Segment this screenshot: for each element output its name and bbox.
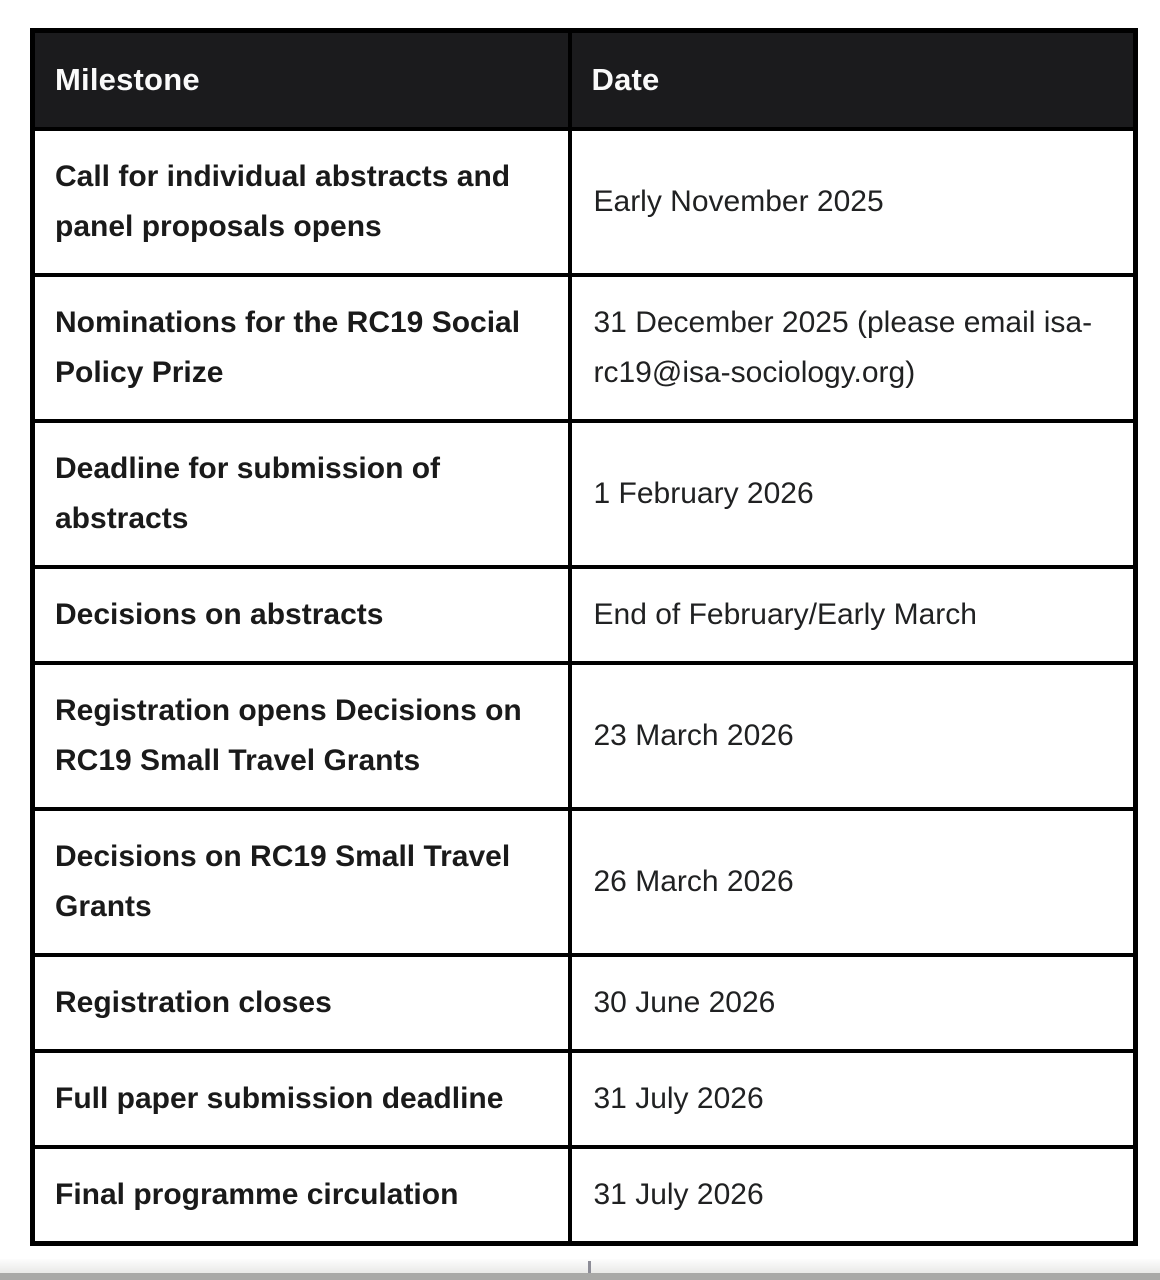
milestone-cell: Final programme circulation xyxy=(33,1147,570,1244)
table-row xyxy=(33,275,1136,421)
table-row xyxy=(33,1051,1136,1147)
header-row xyxy=(33,31,1136,130)
date-cell: 1 February 2026 xyxy=(570,421,1136,567)
table-row xyxy=(33,129,1136,275)
partial-divider-notch xyxy=(588,1261,591,1273)
table-row xyxy=(33,663,1136,809)
date-cell: End of February/Early March xyxy=(570,567,1136,663)
milestone-cell: Registration opens Decisions on RC19 Small Travel Grants xyxy=(33,663,570,809)
table-header xyxy=(33,31,1136,130)
date-cell: Early November 2025 xyxy=(570,129,1136,275)
date-cell: 30 June 2026 xyxy=(570,955,1136,1051)
milestone-cell: Nominations for the RC19 Social Policy Prize xyxy=(33,275,570,421)
conference-milestones-table xyxy=(30,28,1138,1246)
table-row xyxy=(33,421,1136,567)
partial-content-below-edge xyxy=(0,1259,1160,1280)
table-row xyxy=(33,1147,1136,1244)
milestone-cell: Decisions on abstracts xyxy=(33,567,570,663)
header-cell-milestone: Milestone xyxy=(33,31,570,130)
header-cell-date: Date xyxy=(570,31,1136,130)
date-cell: 26 March 2026 xyxy=(570,809,1136,955)
table-row xyxy=(33,567,1136,663)
table-row xyxy=(33,809,1136,955)
milestone-cell: Registration closes xyxy=(33,955,570,1051)
milestone-cell: Deadline for submission of abstracts xyxy=(33,421,570,567)
milestone-cell: Full paper submission deadline xyxy=(33,1051,570,1147)
date-cell: 31 July 2026 xyxy=(570,1051,1136,1147)
date-cell: 31 December 2025 (please email isa-rc19@isa-sociology.org) xyxy=(570,275,1136,421)
date-cell: 31 July 2026 xyxy=(570,1147,1136,1244)
table-row xyxy=(33,955,1136,1051)
date-cell: 23 March 2026 xyxy=(570,663,1136,809)
milestone-cell: Call for individual abstracts and panel proposals opens xyxy=(33,129,570,275)
milestone-cell: Decisions on RC19 Small Travel Grants xyxy=(33,809,570,955)
table-body xyxy=(33,129,1136,1244)
